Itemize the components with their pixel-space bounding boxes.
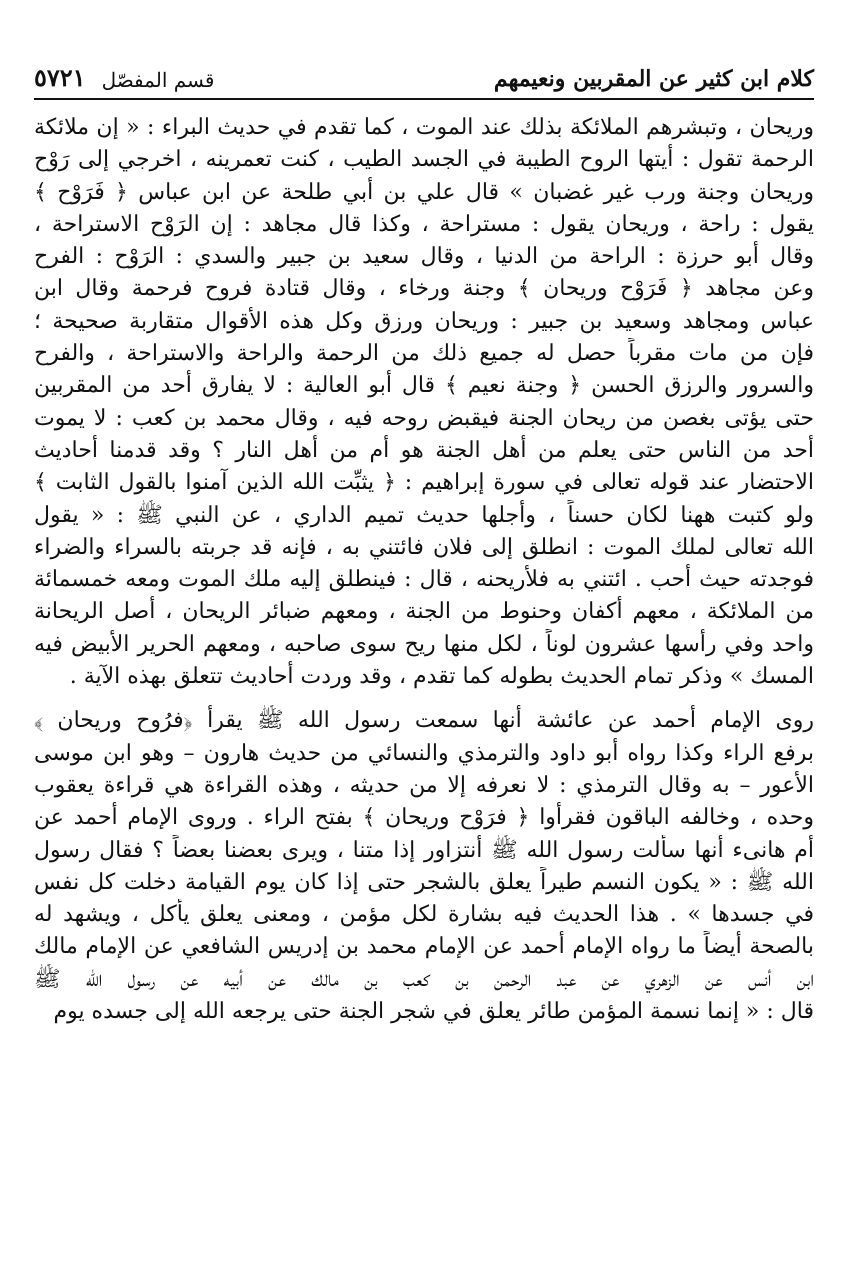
text-line: يقول : راحة ، وريحان يقول : مستراحة ، وكذا قال مجاهد : إن الرَوْح الاستراحة ، — [34, 211, 814, 237]
header-left-group — [34, 63, 214, 92]
text-line: فإن من مات مقرباً حصل له جميع ذلك من الرحمة والراحة والاستراحة ، والفرح — [34, 341, 814, 367]
text-line: الرحمة تقول : أيتها الروح الطيبة في الجسد الطيب ، كنت تعمرينه ، اخرجي إلى رَوْح — [34, 147, 814, 173]
text-line: أحد من الناس حتى يعلم من أهل الجنة هو أم من أهل النار ؟ وقد قدمنا أحاديث — [34, 437, 814, 463]
text-line: ولو كتبت ههنا لكان حسناً ، وأجلها حديث تميم الداري ، عن النبي ﷺ : « يقول — [34, 502, 814, 528]
paragraph-2 — [34, 705, 814, 1028]
text-line: الله ﷺ : « يكون النسم طيراً يعلق بالشجر حتى إذا كان يوم القيامة دخلت كل نفس — [34, 869, 814, 895]
running-title: كلام ابن كثير عن المقربين ونعيمهم — [493, 66, 814, 92]
page-body — [34, 112, 814, 1028]
page-header — [34, 52, 814, 100]
text-line: حتى يؤتى بغصن من ريحان الجنة فيقبض روحه فيه ، وقال محمد بن كعب : لا يموت — [34, 405, 814, 431]
page-number: ٥٧٢١ — [34, 63, 86, 92]
text-line: الأعور – به وقال الترمذي : لا نعرفه إلا من حديثه ، وهذه القراءة هي قراءة يعقوب — [34, 772, 814, 798]
text-line: وحده ، وخالفه الباقون فقرأوا ﴿ فرَوْح وريحان ﴾ بفتح الراء . وروى الإمام أحمد عن — [34, 805, 814, 831]
text-line: الاحتضار عند قوله تعالى في سورة إبراهيم : ﴿ يثبِّت الله الذين آمنوا بالقول الثابت ﴾ — [34, 470, 814, 496]
section-name: قسم المفصّل — [101, 68, 215, 92]
text-line: والسرور والرزق الحسن ﴿ وجنة نعيم ﴾ قال أبو العالية : لا يفارق أحد من المقربين — [34, 373, 814, 399]
text-line: الله تعالى لملك الموت : انطلق إلى فلان فائتني به ، فإنه قد جربته بالسراء والضراء — [34, 534, 814, 560]
text-line: المسك » وذكر تمام الحديث بطوله كما تقدم ، وقد وردت أحاديث تتعلق بهذه الآية . — [69, 664, 814, 690]
paragraph-1 — [34, 112, 814, 693]
text-line: روى الإمام أحمد عن عائشة أنها سمعت رسول الله ﷺ يقرأ ﴿فرُوح وريحان ﴾ — [34, 708, 814, 734]
text-line: واحد وفي رأسها عشرون لوناً ، لكل منها ريح سوى صاحبه ، ومعهم الحرير الأبيض فيه — [34, 631, 814, 657]
text-line: عباس ومجاهد وسعيد بن جبير : وريحان ورزق وكل هذه الأقوال متقاربة صحيحة ؛ — [34, 308, 814, 334]
text-line: فوجدته حيث أحب . ائتني به فلأريحنه ، قال : فينطلق إليه ملك الموت ومعه خمسمائة — [34, 567, 814, 593]
text-line: أم هانىء أنها سألت رسول الله ﷺ أنتزاور إذا متنا ، ويرى بعضنا بعضاً ؟ فقال رسول — [34, 837, 814, 863]
text-line: قال : « إنما نسمة المؤمن طائر يعلق في شجر الجنة حتى يرجعه الله إلى جسده يوم — [53, 999, 814, 1025]
text-line: وعن مجاهد ﴿ فَرَوْح وريحان ﴾ وجنة ورخاء ، وقال قتادة فروح فرحمة وقال ابن — [34, 276, 814, 302]
text-line: ابن أنس عن الزهري عن عبد الرحمن بن كعب بن مالك عن أبيه عن رسول الله ﷺ — [34, 966, 814, 992]
text-line: وقال أبو حرزة : الراحة من الدنيا ، وقال سعيد بن جبير والسدي : الرَوْح : الفرح — [34, 244, 814, 270]
text-line: بالصحة أيضاً ما رواه الإمام أحمد عن الإمام محمد بن إدريس الشافعي عن الإمام مالك — [34, 934, 814, 960]
text-line: وريحان وجنة ورب غير غضبان » قال علي بن أبي طلحة عن ابن عباس ﴿ فَرَوْح ﴾ — [34, 179, 814, 205]
text-line: برفع الراء وكذا رواه أبو داود والترمذي والنسائي من حديث هارون – وهو ابن موسى — [34, 740, 814, 766]
text-line: من الملائكة ، معهم أكفان وحنوط من الجنة ، ومعهم ضبائر الريحان ، أصل الريحانة — [34, 599, 814, 625]
text-line: في جسدها » . هذا الحديث فيه بشارة لكل مؤمن ، ومعنى يعلق يأكل ، ويشهد له — [34, 902, 814, 928]
text-line: وريحان ، وتبشرهم الملائكة بذلك عند الموت ، كما تقدم في حديث البراء : « إن ملائكة — [34, 115, 814, 140]
